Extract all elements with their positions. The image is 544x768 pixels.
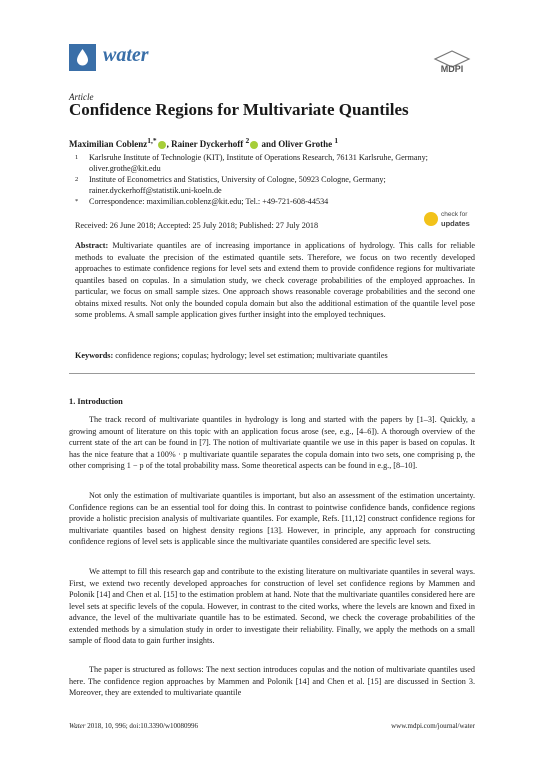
abstract-label: Abstract: (75, 241, 109, 250)
mdpi-logo-icon (432, 50, 472, 82)
paragraph-text: We attempt to fill this research gap and contribute to the existing literature on multivariate quantiles in several ways. First, we extend two recently developed approaches for construction of level set confidence regions by Mammen and Polonik [14] and Chen et al. [15] to the estimation problem at hand. Note that the multivariate quantiles considered here are level sets at specific levels of the copula. However, in contrast to the cited works, where the levels are known and fixed in advance, the level of the multivariate quantile has to be estimated. Second, we check the coverage probabilities of the extended methods by a simulation study in order to investigate their reliability. Finally, we apply the methods on a small sample of flood data to gain further insights. (69, 567, 475, 645)
affiliation-mark: 2 (75, 176, 79, 183)
paper-title: Confidence Regions for Multivariate Quantiles (69, 100, 409, 119)
author-superscript: 1 (334, 136, 339, 145)
author-superscript: 2 (245, 136, 250, 145)
paragraph-2 (69, 490, 475, 548)
footer-citation: 2018, 10, 996; doi:10.3390/w10080996 (85, 722, 199, 730)
check-updates-label-bold: updates (441, 219, 470, 228)
affiliation-email[interactable]: oliver.grothe@kit.edu (89, 164, 161, 173)
keywords (75, 350, 475, 362)
paragraph-text: Not only the estimation of multivariate quantiles is important, but also an assessment of the estimation uncertainty. Confidence regions can be an essential tool for doing this. In contrast to pointwise confidence bands, confidence regions provide a holistic precision analysis of multivariate quantiles. For example, Refs. [11,12] construct confidence regions for multivariate quantiles based on highest density regions [13]. However, in principle, any approach for constructing confidence regions of level sets is applicable since the multivariate quantiles considered are specific level sets. (69, 491, 475, 546)
journal-name: water (103, 44, 149, 66)
paragraph-3 (69, 566, 475, 647)
keywords-label: Keywords: (75, 351, 114, 360)
paragraph-4 (69, 664, 475, 699)
check-updates-icon (424, 212, 438, 226)
affiliation-mark: * (75, 198, 79, 205)
affiliation-text: Institute of Econometrics and Statistics, University of Cologne, 50923 Cologne, Germany; (89, 175, 386, 184)
affiliation-mark: 1 (75, 154, 79, 161)
paragraph-1 (69, 414, 475, 472)
divider (69, 373, 475, 374)
paragraph-text: The track record of multivariate quantiles in hydrology is long and started with the papers by [1–3]. Quickly, a growing amount of literature on this topic with an application focus arose (see, e.g., [4–6]). A thorough overview of the current state of the art can be found in [7]. The notion of multivariate quantile we use in this paper is based on copulas. It has the nice feature that a 100% · p multivariate quantile separates the copula domain into two sets, one comprising p, the other comprising 1 − p of the total probability mass. Some theoretical aspects can be found in e.g., [8–10]. (69, 415, 475, 470)
affiliation-email[interactable]: rainer.dyckerhoff@statistik.uni-koeln.de (89, 186, 222, 195)
footer-journal: Water (69, 722, 86, 730)
author-superscript: 1,* (147, 136, 157, 145)
orcid-icon[interactable] (250, 141, 258, 149)
paragraph-text: The paper is structured as follows: The next section introduces copulas and the notion of multivariate quantiles used here. The confidence region approaches by Mammen and Polonik [14] and Chen et al. [15] are discussed in Section 3. Moreover, they are extended to multivariate quantile (69, 665, 475, 697)
orcid-icon[interactable] (158, 141, 166, 149)
journal-url[interactable]: www.mdpi.com/journal/water (391, 722, 475, 730)
author-name[interactable]: , Rainer Dyckerhoff (166, 139, 244, 149)
publisher-name: MDPI (440, 64, 464, 74)
author-list (69, 136, 338, 149)
author-name[interactable]: Maximilian Coblenz (69, 139, 148, 149)
check-for-updates-button[interactable] (424, 210, 474, 232)
check-updates-label: check for (441, 211, 468, 218)
article-type: Article (69, 92, 94, 102)
citation-footer (69, 722, 198, 730)
abstract (75, 240, 475, 321)
publication-dates: Received: 26 June 2018; Accepted: 25 July 2018; Published: 27 July 2018 (75, 221, 319, 230)
author-name[interactable]: and Oliver Grothe (259, 139, 333, 149)
journal-logo-icon (69, 44, 96, 71)
affiliation-text: Karlsruhe Institute of Technologie (KIT), Institute of Operations Research, 76131 Karlsruhe, Germany; (89, 153, 428, 162)
keywords-text: confidence regions; copulas; hydrology; level set estimation; multivariate quantiles (115, 351, 388, 360)
abstract-text: Multivariate quantiles are of increasing importance in applications of hydrology. This calls for reliable methods to evaluate the precision of the estimated quantile sets. Therefore, we focus on two recently developed approaches to estimate confidence regions for level sets and extend them to provide confidence regions for multivariate quantiles based on copulas. In a simulation study, we check coverage probabilities of the employed approaches. In particular, we focus on small sample sizes. One approach shows reasonable coverage probabilities and the second one obtains mixed results. Not only the bounded copula domain but also the additional estimation of the quantile level pose some problems. A small sample application gives further insight into the employed techniques. (75, 241, 476, 319)
correspondence-text[interactable]: Correspondence: maximilian.coblenz@kit.edu; Tel.: +49-721-608-44534 (89, 197, 329, 206)
section-heading: 1. Introduction (69, 397, 123, 406)
